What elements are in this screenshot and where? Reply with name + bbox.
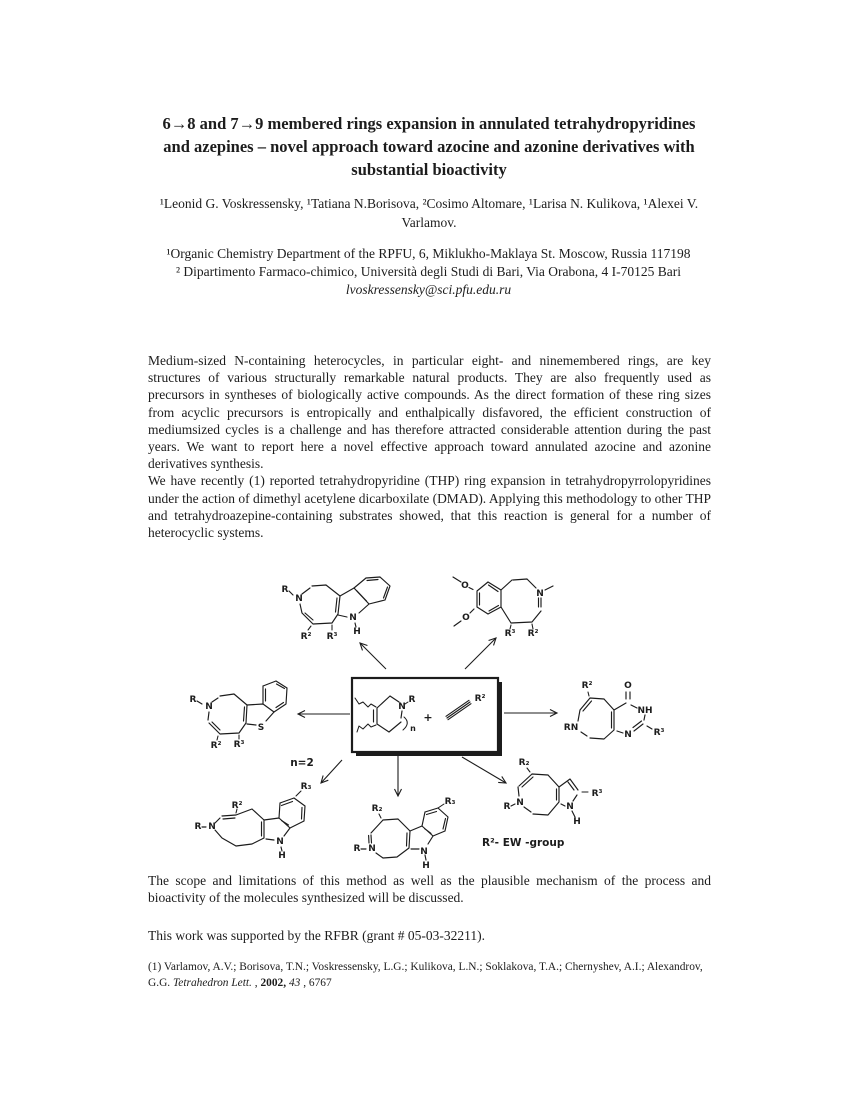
arrow-to-pyrroloazocine	[462, 757, 506, 783]
substituent-R2: R²	[581, 681, 593, 691]
paragraph-acknowledgment: This work was supported by the RFBR (grant # 05-03-32211).	[148, 928, 485, 943]
substituent-R3: R³	[504, 629, 516, 639]
substituent-R2: R²	[300, 632, 312, 642]
condition-n2: n=2	[290, 757, 314, 769]
arrow-to-azoninoindole	[321, 760, 342, 783]
substituent-R2: R₂	[371, 804, 383, 814]
substituent-R: R	[189, 695, 197, 705]
atom-label-O: O	[462, 613, 470, 623]
reference-sep: ,	[251, 976, 261, 989]
substituent-R3: R₃	[300, 782, 312, 792]
substituent-R3: R³	[326, 632, 338, 642]
atom-label-N: N	[208, 822, 216, 832]
substituent-R: R	[194, 822, 202, 832]
arrow-to-azocinoindole	[360, 643, 386, 669]
atom-label-N: N	[536, 589, 544, 599]
atom-label-N: N	[624, 730, 632, 740]
ew-group-note: R²- EW -group	[482, 837, 565, 849]
atom-label-N: N	[349, 613, 357, 623]
atom-label-O: O	[461, 581, 469, 591]
affiliation-1: ¹Organic Chemistry Department of the RPFU, 6, Miklukho-Maklaya St. Moscow, Russia 117198	[166, 246, 691, 261]
substituent-R2: R₂	[518, 758, 530, 768]
atom-label-N: N	[516, 798, 524, 808]
page-title: 6→8 and 7→9 membered rings expansion in annulated tetrahydropyridines and azepines – novel approach toward azocine and azonine derivatives with substantial bioactivity	[162, 114, 696, 179]
atom-label-N: N	[566, 802, 574, 812]
substituent-R: R	[353, 844, 361, 854]
reference-year: 2002,	[260, 976, 287, 989]
atom-label-H: H	[353, 627, 361, 637]
ring-size-n: n	[410, 724, 416, 733]
atom-label-N: N	[420, 847, 428, 857]
structure-azocinoindole-bottom	[354, 797, 456, 871]
reference-volume: 43	[286, 976, 304, 989]
affiliation-2: ² Dipartimento Farmaco-chimico, Università degli Studi di Bari, Via Orabona, 4 I-70125 Bari	[176, 264, 681, 279]
structure-pyrroloazocine	[504, 758, 603, 827]
atom-label-RN: RN	[563, 723, 579, 733]
paragraph-scope: The scope and limitations of this method as well as the plausible mechanism of the process and bioactivity of the molecules synthesized will be discussed.	[148, 873, 711, 906]
atom-label-H: H	[573, 817, 581, 827]
atom-label-N: N	[295, 594, 303, 604]
reference-1	[148, 960, 714, 991]
paragraph-method: We have recently (1) reported tetrahydropyridine (THP) ring expansion in tetrahydropyrrolopyridines under the action of dimethyl acetylene dicarboxilate (DMAD). Applying this methodology to other THP and tetrahydroazepine-containing substrates showed, that this reaction is general for a number of heterocyclic systems.	[148, 473, 711, 541]
arrow-to-dimethoxy-azocine	[465, 638, 496, 669]
affiliations-block	[156, 245, 701, 299]
atom-label-N: N	[205, 702, 213, 712]
atom-label-O: O	[624, 681, 632, 691]
atom-label-N: N	[368, 844, 376, 854]
email-address: lvoskressensky@sci.pfu.edu.ru	[345, 282, 512, 297]
reaction-scheme	[140, 568, 720, 878]
structure-benzothienoazocine	[190, 681, 287, 751]
atom-label-NH: NH	[637, 706, 653, 716]
abstract-body	[148, 352, 711, 541]
reference-authors: (1) Varlamov, A.V.; Borisova, T.N.; Voskressensky, L.G.; Kulikova, L.N.; Soklakova, T.A.; Chernyshev, A.I.; Alexandrov, G.G.	[148, 961, 703, 989]
structure-dimethoxy-azocine	[453, 577, 553, 639]
substituent-R: R	[281, 585, 289, 595]
substituent-R2: R²	[231, 801, 243, 811]
substituent-R3: R³	[653, 728, 665, 738]
atom-label-N: N	[276, 837, 284, 847]
structure-pyrimidoazocinone	[564, 681, 665, 740]
substituent-R3: R₃	[444, 797, 456, 807]
atom-label-S: S	[257, 723, 265, 733]
substituent-R: R	[503, 802, 511, 812]
structure-azocinoindole-top	[282, 577, 390, 642]
substituent-R2: R²	[474, 694, 486, 704]
substituent-R2: R²	[210, 741, 222, 751]
reference-journal: Tetrahedron Lett.	[173, 976, 252, 989]
substituent-R3: R³	[233, 740, 245, 750]
structure-azoninoindole	[195, 782, 312, 861]
reference-pages: , 6767	[303, 976, 332, 989]
substituent-R3: R³	[591, 789, 603, 799]
substituent-R2: R²	[527, 629, 539, 639]
substituent-R: R	[408, 695, 416, 705]
atom-label-H: H	[278, 851, 286, 861]
atom-label-H: H	[422, 861, 430, 871]
atom-label-N: N	[398, 702, 406, 712]
authors-line: ¹Leonid G. Voskressensky, ¹Tatiana N.Borisova, ²Cosimo Altomare, ¹Larisa N. Kulikova, ¹Alexei V. Varlamov.	[159, 196, 699, 230]
plus-sign: +	[423, 711, 433, 724]
reactant-box	[352, 678, 502, 756]
paragraph-intro: Medium-sized N-containing heterocycles, in particular eight- and ninemembered rings, are key structures of various structurally remarkable natural products. They are also frequently used as precursors in syntheses of biologically active compounds. As the direct formation of these ring sizes from acyclic precursors is entropically and enthalpically disfavored, the efficient construction of mediumsized cycles is a challenge and has therefore attracted considerable attention during the past years. We want to report here a novel effective approach toward annulated azocine and azonine derivatives synthesis.	[148, 353, 711, 472]
